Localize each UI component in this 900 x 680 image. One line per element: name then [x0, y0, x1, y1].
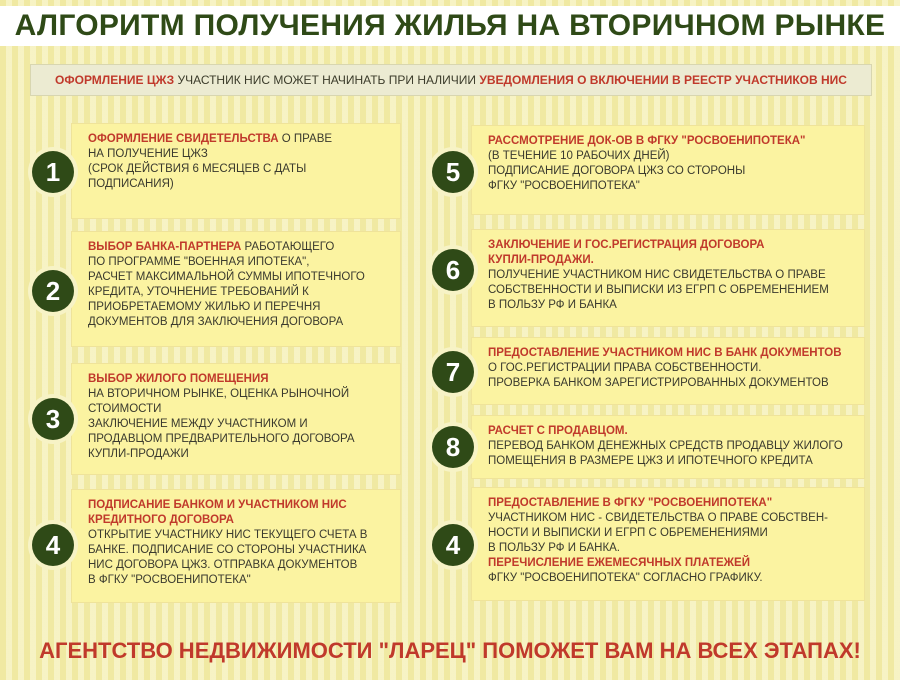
step-9-head: ПРЕДОСТАВЛЕНИЕ В ФГКУ "РОСВОЕНИПОТЕКА"	[488, 497, 773, 509]
step-3-line: ЗАКЛЮЧЕНИЕ МЕЖДУ УЧАСТНИКОМ И	[88, 418, 308, 430]
step-number-9: 4	[432, 524, 474, 566]
step-7-head: ПРЕДОСТАВЛЕНИЕ УЧАСТНИКОМ НИС В БАНК ДОКУМЕНТОВ	[488, 347, 842, 359]
step-6-head-2: КУПЛИ-ПРОДАЖИ.	[488, 254, 594, 266]
step-6-line: В ПОЛЬЗУ РФ И БАНКА	[488, 299, 617, 311]
step-card-6	[472, 230, 864, 326]
step-number-2: 2	[32, 270, 74, 312]
step-card-2	[72, 232, 400, 346]
step-9-line: В ПОЛЬЗУ РФ И БАНКА.	[488, 542, 621, 554]
step-number-5: 5	[432, 151, 474, 193]
step-card-1	[72, 124, 400, 218]
intro-text: УЧАСТНИК НИС МОЖЕТ НАЧИНАТЬ ПРИ НАЛИЧИИ	[174, 73, 480, 87]
intro-highlight-1: ОФОРМЛЕНИЕ ЦЖЗ	[55, 73, 175, 87]
step-4-line: ОТКРЫТИЕ УЧАСТНИКУ НИС ТЕКУЩЕГО СЧЕТА В	[88, 529, 368, 541]
step-4-head: ПОДПИСАНИЕ БАНКОМ И УЧАСТНИКОМ НИС	[88, 499, 347, 511]
step-6-line: СОБСТВЕННОСТИ И ВЫПИСКИ ИЗ ЕГРП С ОБРЕМЕНЕНИЕМ	[488, 284, 829, 296]
step-card-5	[472, 126, 864, 214]
step-number-3: 3	[32, 398, 74, 440]
page-title: АЛГОРИТМ ПОЛУЧЕНИЯ ЖИЛЬЯ НА ВТОРИЧНОМ РЫНКЕ	[14, 9, 886, 42]
step-4-line: НИС ДОГОВОРА ЦЖЗ. ОТПРАВКА ДОКУМЕНТОВ	[88, 559, 358, 571]
step-8-head: РАСЧЕТ С ПРОДАВЦОМ.	[488, 425, 628, 437]
step-6-head: ЗАКЛЮЧЕНИЕ И ГОС.РЕГИСТРАЦИЯ ДОГОВОРА	[488, 239, 765, 251]
step-9-line: НОСТИ И ВЫПИСКИ И ЕГРП С ОБРЕМЕНЕНИЯМИ	[488, 527, 768, 539]
step-1-head: ОФОРМЛЕНИЕ СВИДЕТЕЛЬСТВА	[88, 133, 279, 145]
step-card-9	[472, 488, 864, 600]
step-9-line: УЧАСТНИКОМ НИС - СВИДЕТЕЛЬСТВА О ПРАВЕ СОБСТВЕН-	[488, 512, 828, 524]
step-6-line: ПОЛУЧЕНИЕ УЧАСТНИКОМ НИС СВИДЕТЕЛЬСТВА О ПРАВЕ	[488, 269, 826, 281]
step-card-8	[472, 416, 864, 478]
intro-banner	[30, 64, 872, 96]
step-1-line: (СРОК ДЕЙСТВИЯ 6 МЕСЯЦЕВ С ДАТЫ	[88, 163, 307, 175]
step-2-line: РАСЧЕТ МАКСИМАЛЬНОЙ СУММЫ ИПОТЕЧНОГО	[88, 271, 365, 283]
step-3-line: СТОИМОСТИ	[88, 403, 162, 415]
step-number-6: 6	[432, 249, 474, 291]
step-3-line: ПРОДАВЦОМ ПРЕДВАРИТЕЛЬНОГО ДОГОВОРА	[88, 433, 355, 445]
footer-slogan: АГЕНТСТВО НЕДВИЖИМОСТИ "ЛАРЕЦ" ПОМОЖЕТ ВАМ НА ВСЕХ ЭТАПАХ!	[39, 638, 861, 663]
step-number-1: 1	[32, 151, 74, 193]
step-2-line: РАБОТАЮЩЕГО	[241, 241, 335, 253]
step-2-line: КРЕДИТА, УТОЧНЕНИЕ ТРЕБОВАНИЙ К	[88, 286, 309, 298]
step-number-7: 7	[432, 351, 474, 393]
step-7-line: ПРОВЕРКА БАНКОМ ЗАРЕГИСТРИРОВАННЫХ ДОКУМЕНТОВ	[488, 377, 829, 389]
step-card-4	[72, 490, 400, 602]
step-2-line: ПО ПРОГРАММЕ "ВОЕННАЯ ИПОТЕКА",	[88, 256, 310, 268]
step-4-head-2: КРЕДИТНОГО ДОГОВОРА	[88, 514, 234, 526]
step-card-3	[72, 364, 400, 474]
step-1-line: НА ПОЛУЧЕНИЕ ЦЖЗ	[88, 148, 208, 160]
step-7-line: О ГОС.РЕГИСТРАЦИИ ПРАВА СОБСТВЕННОСТИ.	[488, 362, 762, 374]
step-number-4: 4	[32, 524, 74, 566]
step-5-head: РАССМОТРЕНИЕ ДОК-ОВ В ФГКУ "РОСВОЕНИПОТЕКА"	[488, 135, 806, 147]
step-9-line: ФГКУ "РОСВОЕНИПОТЕКА" СОГЛАСНО ГРАФИКУ.	[488, 572, 763, 584]
step-1-line: ПОДПИСАНИЯ)	[88, 178, 174, 190]
step-9-head-2: ПЕРЕЧИСЛЕНИЕ ЕЖЕМЕСЯЧНЫХ ПЛАТЕЖЕЙ	[488, 557, 750, 569]
step-2-line: ДОКУМЕНТОВ ДЛЯ ЗАКЛЮЧЕНИЯ ДОГОВОРА	[88, 316, 344, 328]
step-4-line: БАНКЕ. ПОДПИСАНИЕ СО СТОРОНЫ УЧАСТНИКА	[88, 544, 367, 556]
step-2-head: ВЫБОР БАНКА-ПАРТНЕРА	[88, 241, 242, 253]
step-3-head: ВЫБОР ЖИЛОГО ПОМЕЩЕНИЯ	[88, 373, 269, 385]
step-3-line: НА ВТОРИЧНОМ РЫНКЕ, ОЦЕНКА РЫНОЧНОЙ	[88, 388, 350, 400]
step-5-line: ФГКУ "РОСВОЕНИПОТЕКА"	[488, 180, 640, 192]
step-number-8: 8	[432, 426, 474, 468]
step-2-line: ПРИОБРЕТАЕМОМУ ЖИЛЬЮ И ПЕРЕЧНЯ	[88, 301, 321, 313]
step-3-line: КУПЛИ-ПРОДАЖИ	[88, 448, 189, 460]
step-1-line: О ПРАВЕ	[278, 133, 333, 145]
step-card-7	[472, 338, 864, 404]
intro-highlight-2: УВЕДОМЛЕНИЯ О ВКЛЮЧЕНИИ В РЕЕСТР УЧАСТНИКОВ НИС	[479, 73, 847, 87]
step-4-line: В ФГКУ "РОСВОЕНИПОТЕКА"	[88, 574, 251, 586]
step-5-line: ПОДПИСАНИЕ ДОГОВОРА ЦЖЗ СО СТОРОНЫ	[488, 165, 746, 177]
step-8-line: ПЕРЕВОД БАНКОМ ДЕНЕЖНЫХ СРЕДСТВ ПРОДАВЦУ ЖИЛОГО	[488, 440, 843, 452]
step-5-line: (В ТЕЧЕНИЕ 10 РАБОЧИХ ДНЕЙ)	[488, 150, 670, 162]
step-8-line: ПОМЕЩЕНИЯ В РАЗМЕРЕ ЦЖЗ И ИПОТЕЧНОГО КРЕДИТА	[488, 455, 813, 467]
